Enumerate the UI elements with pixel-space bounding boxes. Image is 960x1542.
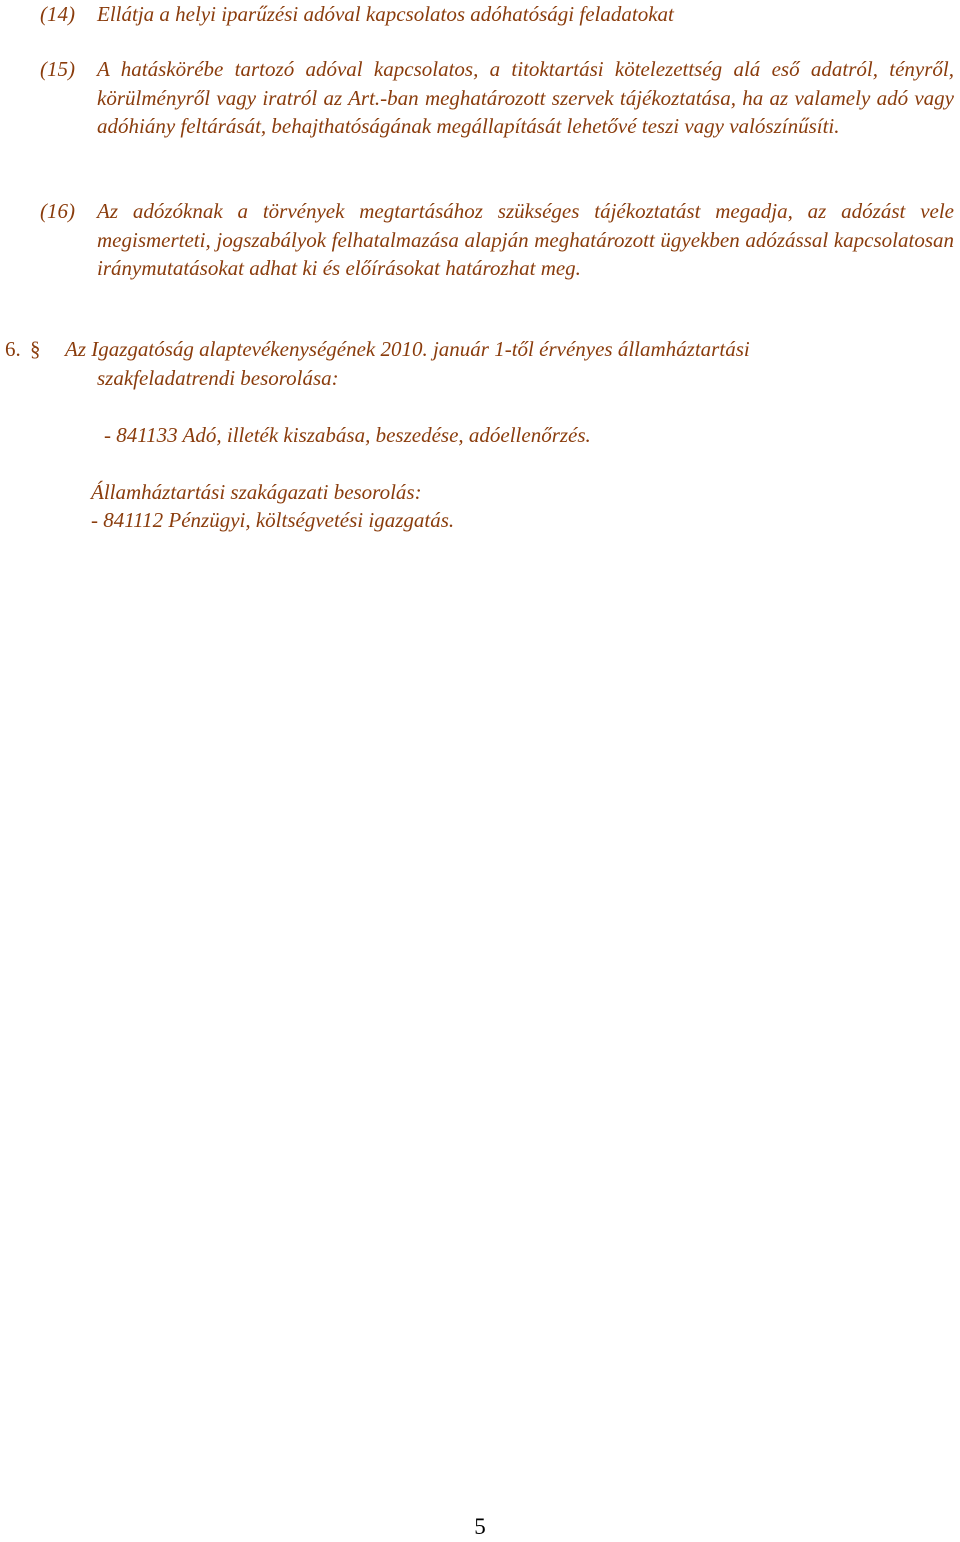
section-title-line1: Az Igazgatóság alaptevékenységének 2010. január 1-től érvényes államháztartási <box>65 337 750 361</box>
page-number: 5 <box>474 1514 486 1539</box>
section-title <box>65 335 955 392</box>
paragraph-16 <box>40 197 954 283</box>
paragraph-text: Ellátja a helyi iparűzési adóval kapcsolatos adóhatósági feladatokat <box>97 2 674 26</box>
paragraph-text: A hatáskörébe tartozó adóval kapcsolatos, a titoktartási kötelezettség alá eső adatról, tényről, körülményről vagy iratról az Art.-ban meghatározott szervek tájékoztatása, ha az valamely adó vagy adóhiány feltárását, behajthatóságának megállapítását lehetővé teszi vagy valószínűsíti. <box>97 57 954 138</box>
paragraph-14 <box>40 0 954 29</box>
paragraph-text: Az adózóknak a törvények megtartásához szükséges tájékoztatást megadja, az adózást vele megismerteti, jogszabályok felhatalmazása alapján meghatározott ügyekben adózással kapcsolatosan iránymutatásokat adhat ki és előírásokat határozhat meg. <box>97 199 954 280</box>
section-heading <box>5 335 955 392</box>
classification-item-2: - 841112 Pénzügyi, költségvetési igazgatás. <box>91 508 455 532</box>
section-number: 6. <box>5 337 21 361</box>
paragraph-number: (14) <box>40 2 75 26</box>
paragraph-number: (15) <box>40 57 75 81</box>
paragraph-15 <box>40 55 954 141</box>
classification-item-1: - 841133 Adó, illeték kiszabása, beszedése, adóellenőrzés. <box>104 423 591 447</box>
classification-subheading: Államháztartási szakágazati besorolás: <box>91 480 422 504</box>
section-symbol: § <box>30 337 41 361</box>
paragraph-number: (16) <box>40 199 75 223</box>
section-title-line2: szakfeladatrendi besorolása: <box>97 365 339 390</box>
